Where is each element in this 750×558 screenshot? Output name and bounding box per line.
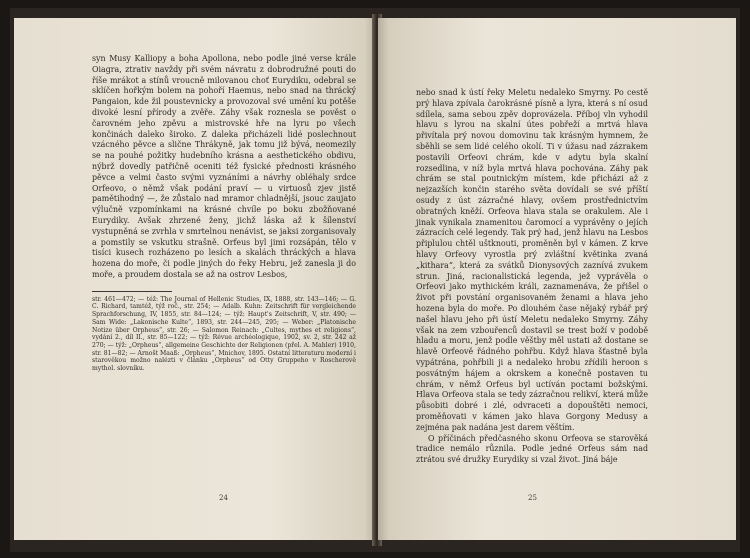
left-page-number: 24 [219, 494, 228, 502]
left-paragraph: syn Musy Kalliopy a boha Apollona, nebo podle jiné verse krále Oiagra, ztrativ navždy při svém návratu z dobrodružné pouti do říše mrákot a stínů vroucně milovanou choť Eurydiku, odebral se sklíčen hořkým bolem na pohoří Haemus, nebo snad na thrácký Pangaion, kde žil poustevnicky a provozoval své umění ku potěše divoké lesní přírody a zvěře. Záhy však roznesla se pověst o čarovném jeho zpěvu a mistrovské hře na lyru po všech končinách daleko široko. Z daleka přicházeli lidé poslechnout vzácného pěvce a slične Thrákyně, jak tomu již bývá, neomezily se na pouhé požitky hudebního krásna a aesthetického obdivu, nýbrž dovedly patřičně oceniti též fysické přednosti krásného pěvce a velmi často svými vyznáními a návrhy obléhaly srdce Orfeovo, o němž však podání praví — u virtuosů zjev jistě pamětihodný —, že zůstalo nad mramor chladnější, jsouc zaujato výlučně vzpomínkami na krásné chvíle po boku zbožňované Eurydiky. Avšak zhrzené ženy, jichž láska až k šílenství vystupněná se zvrhla v smrtelnou nenávist, se jaksi zorganisovaly a pomstily se vskutku strašně. Orfeus byl jimi rozsápán, tělo v tisíci kusech rozházeno po lesích a skalách thráckých a hlava hozena do moře, či podle jiných do řeky Hebru, jež zanesla ji do moře, a proudem dostala se až na ostrov Lesbos, [92, 54, 356, 279]
left-body-text [92, 54, 356, 281]
footnote-rule [92, 291, 172, 292]
right-paragraph: O příčinách předčasného skonu Orfeova se starověká tradice nemálo různila. Podle jedné Orfeus sám nad ztrátou své družky Eurydiky si vzal život. Jiná báje [416, 433, 648, 465]
right-body-text [416, 88, 648, 466]
right-paragraph: nebo snad k ústí řeky Meletu nedaleko Smyrny. Po cestě prý hlava zpívala čarokrásné písně a lyra, která s ní osud sdílela, sama sebou zpěv doprovázela. Příboj vln vyhodil hlavu s lyrou na skalní útes pobřeží a mrtvá hlava přivítala prý novou domovinu tak krásným hymnem, že sběhli se sem lidé celého okolí. Ti v úžasu nad zázrakem postavili Orfeovi chrám, kde v adytu byla skalní rozsedlina, v níž byla mrtvá hlava pochována. Záhy pak chrám se stal poutnickým místem, kde přicházi až z nejzazších končin starého světa dovídali se své příští osudy z úst zázračné hlavy, ovšem prostřednictvím obratných kněží. Orfeova hlava stala se orakulem. Ale i jinak vynikala znamenitou čaromocí a vyprávěny o jejích zázracích celé legendy. Tak prý had, jenž hlavu na Lesbos připlulou chtěl uštknouti, proměněn byl v kámen. Z krve hlavy Orfeovy vyrostla prý zvláštní květinka zvaná „kithara“, která za svátků Dionysových zaznívá zvukem strun. Jiná, racionalistická legenda, jež vyprávěla o Orfeovi jako mythickém králi, zaznamenáva, že přišel o život při povstání organisovaném ženami a hlava jeho hozena byla do moře. Po dlouhém čase nějaký rybář prý našel hlavu jeho při ústí Meletu nedaleko Smyrny. Záhy však na zem vzbouřenců dostavil se trest boží v podobě hladu a moru, jenž podle věštby měl ustati až dostane se hlavě Orfeově řádného pohřbu. Když hlava šťastně byla vypátrána, pohřbili ji a nedaleko hrobu zřídili heroon s posvátným hájem a okrskem a konečně postaven tu chrám, v němž Orfeus byl uctíván poctami božskými. Hlava Orfeova stala se tedy zázračnou relikví, která může působiti dobré i zlé, odvraceti a dopouštěti nemoci, proměňovati v kámen jako hlava Gorgony Medusy a zejména pak nadána jest darem věštím. [416, 88, 648, 432]
right-page-number: 25 [528, 494, 537, 502]
left-page [14, 18, 376, 540]
left-footnotes: str. 461—472; — též: The Journal of Hellenic Studies, IX, 1888, str. 143—146; — G. C. Richard, tamtéž, týž roč., str. 254; — Adalb. Kuhn: Zeitschrift für vergleichende Sprachforschung, IV, 1855, str. 84—124; — týž: Haupt's Zeitschrift, V, str. 490; — Sam Wide: „Lakonische Kulte“, 1893, str. 244—245, 295; — Weber: „Platonische Notize über Orpheus“, str. 26; — Salomon Reinach: „Cultes, mythes et religions“, vydání 2., díl II., str. 85—122; — týž: Révue archéologique, 1902, sv. 2, str. 242 až 270; — týž: „Orpheus“, allgemeine Geschichte der Religionen (přel. A. Mahler) 1910, str. 81—82; — Arnošt Maaß: „Orpheus“, Mnichov, 1895. Ostatní litteraturu moderní i starověkou možno nalézti v článku „Orpheus“ od Otty Gruppeho v Roscherově mythol. slovníku. [92, 295, 356, 373]
right-page [378, 18, 736, 540]
open-book [10, 8, 740, 552]
